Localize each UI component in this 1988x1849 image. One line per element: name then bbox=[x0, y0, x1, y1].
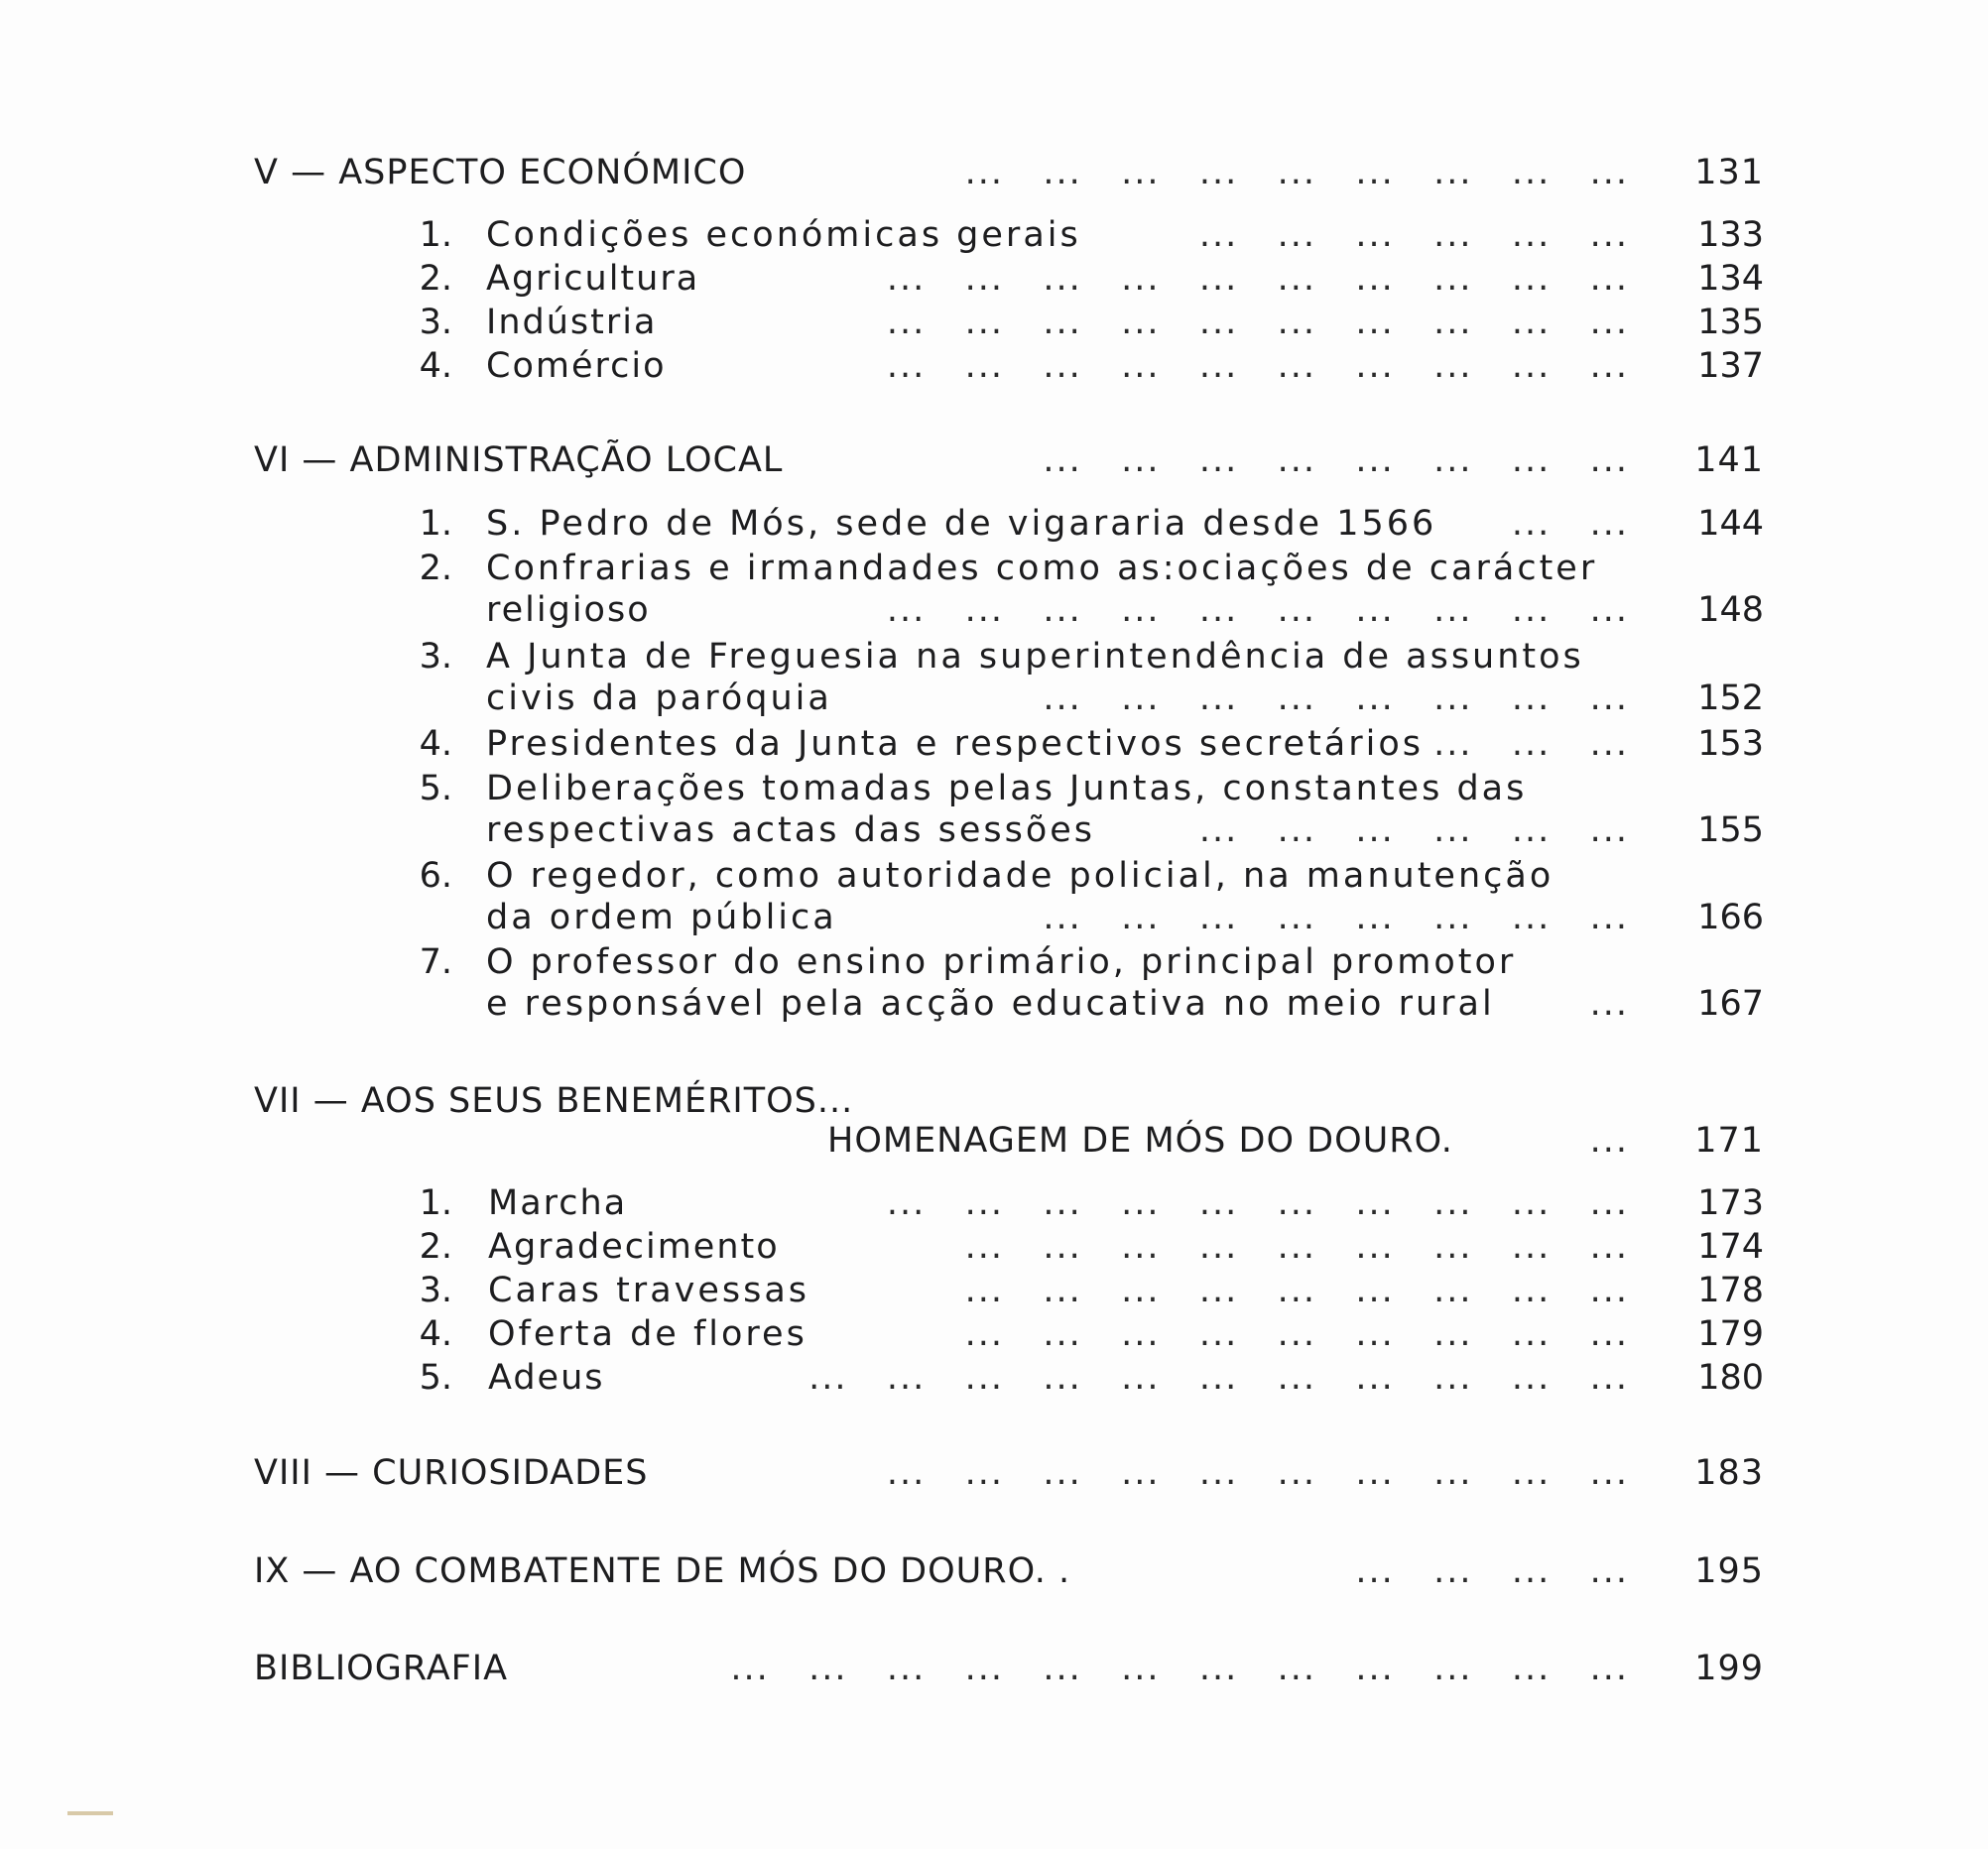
item-title: Condições económicas gerais bbox=[486, 215, 1081, 255]
toc-section-viii bbox=[0, 1449, 1988, 1497]
dot-leader: ... ... bbox=[1511, 504, 1629, 544]
item-number: 3. bbox=[419, 303, 452, 342]
item-number: 5. bbox=[419, 1358, 452, 1398]
toc-section-ix bbox=[0, 1547, 1988, 1595]
dot-leader: ... ... ... ... ... ... ... ... bbox=[1043, 898, 1629, 937]
item-title-line2: religioso bbox=[486, 590, 651, 630]
page-number: 195 bbox=[1694, 1551, 1764, 1591]
section-title: VIII — CURIOSIDADES bbox=[254, 1453, 649, 1493]
item-number: 2. bbox=[419, 549, 452, 588]
item-title-line1: Confrarias e irmandades como as:ociações de carácter bbox=[486, 549, 1598, 588]
dot-leader: ... ... ... ... ... ... bbox=[1198, 215, 1629, 255]
item-title: Agricultura bbox=[486, 259, 700, 299]
item-number: 4. bbox=[419, 1314, 452, 1354]
toc-item bbox=[0, 342, 1988, 390]
toc-item bbox=[0, 255, 1988, 303]
item-title-line2: respectivas actas das sessões bbox=[486, 810, 1096, 850]
page-number: 148 bbox=[1697, 590, 1764, 630]
item-number: 7. bbox=[419, 942, 452, 982]
item-title-line2: da ordem pública bbox=[486, 898, 837, 937]
dot-leader: ... ... ... ... ... ... ... ... ... ... bbox=[886, 303, 1629, 342]
page-number: 152 bbox=[1697, 678, 1764, 718]
dot-leader: ... ... ... ... ... ... ... ... ... ... bbox=[886, 1183, 1629, 1223]
item-number: 1. bbox=[419, 504, 452, 544]
page-number: 134 bbox=[1697, 259, 1764, 299]
item-title: Comércio bbox=[486, 346, 667, 386]
toc-item bbox=[0, 211, 1988, 259]
item-title: Caras travessas bbox=[488, 1271, 810, 1310]
toc-item-continuation bbox=[0, 806, 1988, 854]
item-number: 3. bbox=[419, 637, 452, 677]
item-title-line2: civis da paróquia bbox=[486, 678, 832, 718]
dot-leader: ... ... ... ... ... ... ... ... ... bbox=[964, 1271, 1629, 1310]
item-title: Presidentes da Junta e respectivos secretários bbox=[486, 724, 1424, 764]
toc-section-vi bbox=[0, 436, 1988, 484]
toc-item bbox=[0, 633, 1988, 680]
dot-leader: ... ... ... ... ... ... ... ... bbox=[1043, 678, 1629, 718]
toc-bibliografia bbox=[0, 1645, 1988, 1692]
dot-leader: ... ... ... bbox=[1433, 724, 1629, 764]
page-number: 183 bbox=[1694, 1453, 1764, 1493]
item-number: 1. bbox=[419, 1183, 452, 1223]
toc-section-v bbox=[0, 149, 1988, 196]
dot-leader: ... ... ... ... ... ... ... ... ... ... ... ... bbox=[730, 1649, 1629, 1688]
section-title: BIBLIOGRAFIA bbox=[254, 1649, 509, 1688]
dot-leader: ... ... ... ... ... ... bbox=[1198, 810, 1629, 850]
section-title: VII — AOS SEUS BENEMÉRITOS... bbox=[254, 1081, 854, 1121]
dot-leader: ... ... ... ... ... ... ... ... ... bbox=[964, 153, 1629, 192]
dot-leader: ... bbox=[1589, 984, 1629, 1024]
toc-item-continuation bbox=[0, 586, 1988, 634]
toc-item bbox=[0, 1267, 1988, 1314]
section-title: V — ASPECTO ECONÓMICO bbox=[254, 153, 747, 192]
page-number: 199 bbox=[1694, 1649, 1764, 1688]
page-number: 171 bbox=[1694, 1121, 1764, 1161]
dot-leader: ... bbox=[1589, 1121, 1629, 1161]
dot-leader: ... ... ... ... ... ... ... ... bbox=[1043, 440, 1629, 480]
toc-item bbox=[0, 1354, 1988, 1402]
section-subtitle: HOMENAGEM DE MÓS DO DOURO. bbox=[827, 1121, 1453, 1161]
page-number: 178 bbox=[1697, 1271, 1764, 1310]
page-number: 141 bbox=[1694, 440, 1764, 480]
page-number: 173 bbox=[1697, 1183, 1764, 1223]
page-number: 133 bbox=[1697, 215, 1764, 255]
dot-leader: ... ... ... ... ... ... ... ... ... ... bbox=[886, 1453, 1629, 1493]
page-number: 180 bbox=[1697, 1358, 1764, 1398]
toc-item bbox=[0, 299, 1988, 346]
page-number: 179 bbox=[1697, 1314, 1764, 1354]
toc-item bbox=[0, 500, 1988, 548]
dot-leader: ... ... ... ... ... ... ... ... ... bbox=[964, 1314, 1629, 1354]
scan-mark bbox=[67, 1811, 113, 1815]
toc-item bbox=[0, 765, 1988, 812]
page-number: 155 bbox=[1697, 810, 1764, 850]
item-title-line1: A Junta de Freguesia na superintendência de assuntos bbox=[486, 637, 1584, 677]
dot-leader: ... ... ... ... ... ... ... ... ... ... bbox=[886, 590, 1629, 630]
item-title: Marcha bbox=[488, 1183, 628, 1223]
item-number: 3. bbox=[419, 1271, 452, 1310]
item-number: 5. bbox=[419, 769, 452, 808]
section-title: IX — AO COMBATENTE DE MÓS DO DOURO. . bbox=[254, 1551, 1071, 1591]
item-title-line2: e responsável pela acção educativa no meio rural bbox=[486, 984, 1495, 1024]
item-number: 2. bbox=[419, 259, 452, 299]
item-title: Oferta de flores bbox=[488, 1314, 808, 1354]
dot-leader: ... ... ... ... bbox=[1355, 1551, 1629, 1591]
item-title: Agradecimento bbox=[488, 1227, 780, 1267]
toc-item bbox=[0, 1310, 1988, 1358]
item-title-line1: O regedor, como autoridade policial, na manutenção bbox=[486, 856, 1554, 896]
item-title: S. Pedro de Mós, sede de vigararia desde 1566 bbox=[486, 504, 1437, 544]
item-number: 2. bbox=[419, 1227, 452, 1267]
section-title: VI — ADMINISTRAÇÃO LOCAL bbox=[254, 440, 784, 480]
toc-item bbox=[0, 545, 1988, 592]
item-title: Adeus bbox=[488, 1358, 605, 1398]
toc-item-continuation bbox=[0, 675, 1988, 722]
item-number: 4. bbox=[419, 724, 452, 764]
dot-leader: ... ... ... ... ... ... ... ... ... bbox=[964, 1227, 1629, 1267]
page-number: 144 bbox=[1697, 504, 1764, 544]
page-number: 166 bbox=[1697, 898, 1764, 937]
page-number: 167 bbox=[1697, 984, 1764, 1024]
toc-section-vii-subtitle bbox=[0, 1117, 1988, 1165]
page-number: 137 bbox=[1697, 346, 1764, 386]
page-number: 174 bbox=[1697, 1227, 1764, 1267]
dot-leader: ... ... ... ... ... ... ... ... ... ... bbox=[886, 259, 1629, 299]
page-number: 153 bbox=[1697, 724, 1764, 764]
item-title-line1: Deliberações tomadas pelas Juntas, constantes das bbox=[486, 769, 1528, 808]
item-number: 1. bbox=[419, 215, 452, 255]
toc-item bbox=[0, 1223, 1988, 1271]
dot-leader: ... ... ... ... ... ... ... ... ... ... ... bbox=[808, 1358, 1629, 1398]
item-title: Indústria bbox=[486, 303, 658, 342]
toc-item bbox=[0, 852, 1988, 900]
dot-leader: ... ... ... ... ... ... ... ... ... ... bbox=[886, 346, 1629, 386]
toc-item bbox=[0, 720, 1988, 768]
item-title-line1: O professor do ensino primário, principal promotor bbox=[486, 942, 1517, 982]
page-number: 131 bbox=[1694, 153, 1764, 192]
page-number: 135 bbox=[1697, 303, 1764, 342]
item-number: 6. bbox=[419, 856, 452, 896]
toc-item bbox=[0, 1179, 1988, 1227]
toc-item-continuation bbox=[0, 894, 1988, 941]
toc-item bbox=[0, 938, 1988, 986]
item-number: 4. bbox=[419, 346, 452, 386]
toc-item-continuation bbox=[0, 980, 1988, 1028]
